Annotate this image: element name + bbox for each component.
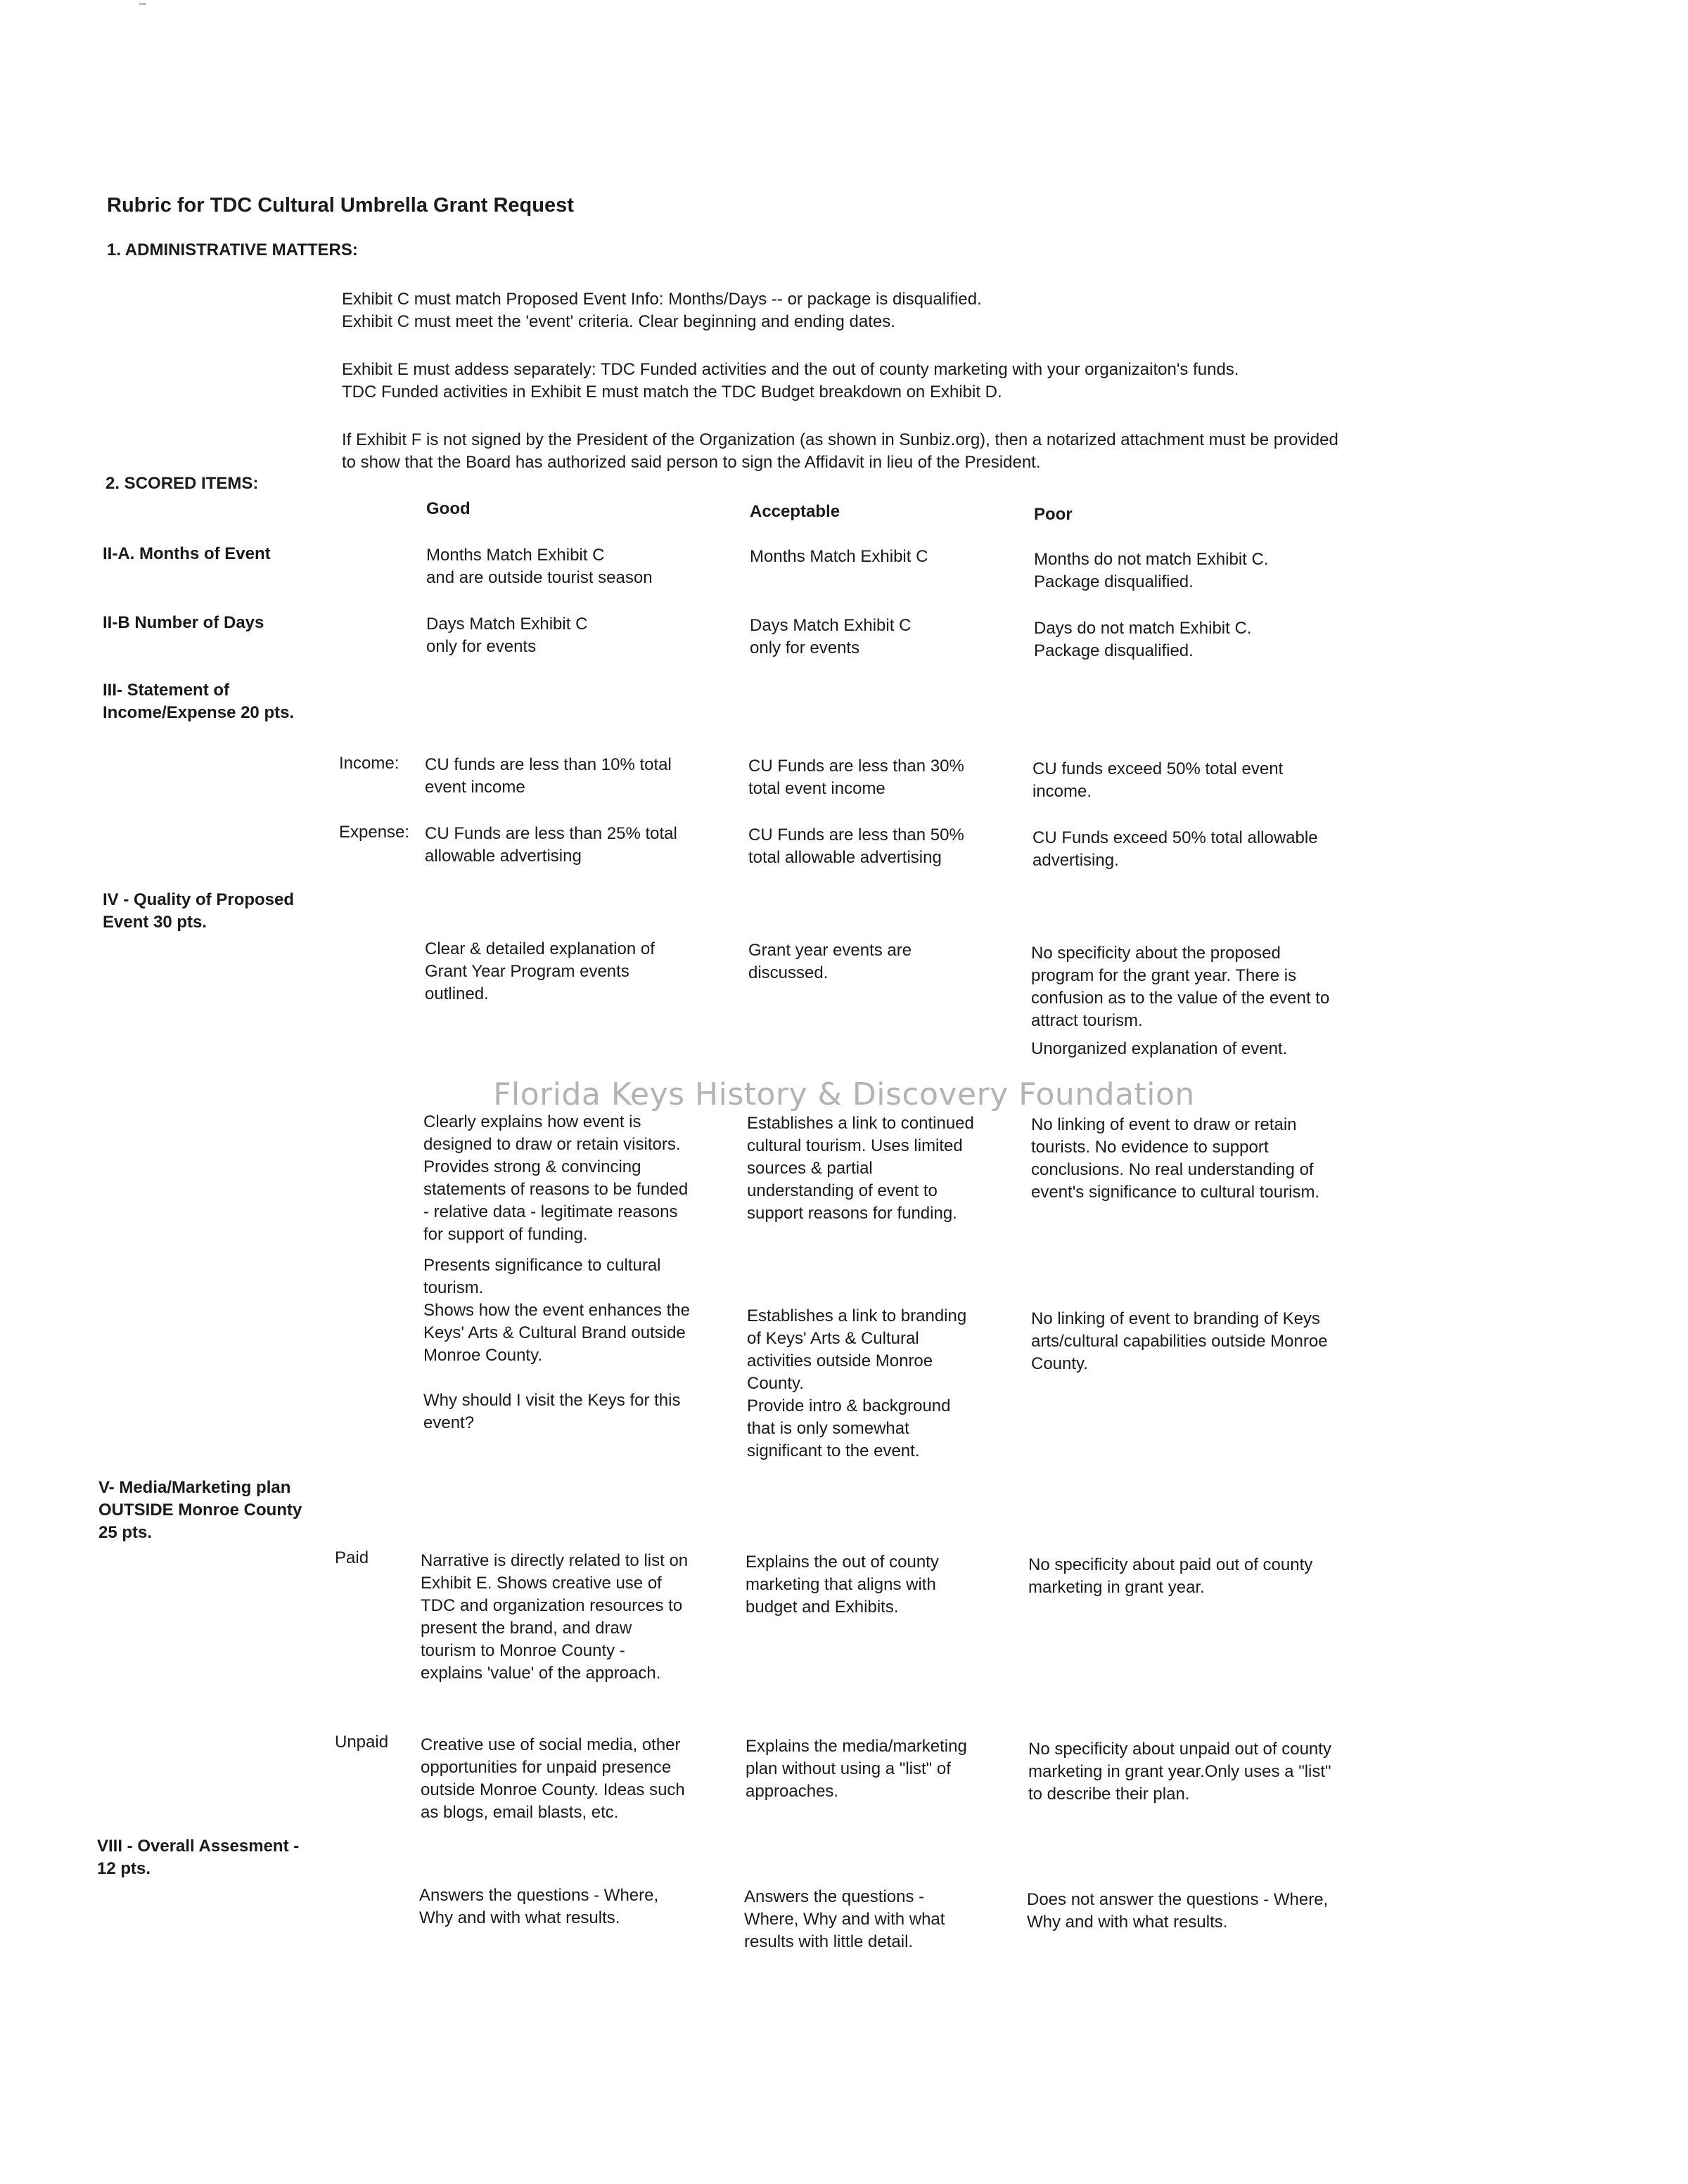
- months-good: [426, 544, 729, 589]
- label-line: OUTSIDE Monroe County: [98, 1501, 302, 1520]
- unpaid-label: Unpaid: [335, 1733, 389, 1752]
- row-label-quality: [103, 889, 294, 934]
- cell-line: Clearly explains how event is: [423, 1112, 641, 1131]
- cell-line: tourism to Monroe County -: [421, 1641, 625, 1660]
- cell-line: Establishes a link to continued: [747, 1114, 974, 1133]
- row-label-statement: [103, 679, 294, 724]
- expense-acceptable: [748, 824, 1051, 869]
- income-label: Income:: [339, 754, 399, 773]
- cell-line: No specificity about the proposed: [1031, 944, 1281, 963]
- cell-line: understanding of event to: [747, 1181, 938, 1200]
- cell-line: CU Funds are less than 50%: [748, 826, 964, 844]
- cell-line: CU Funds exceed 50% total allowable: [1032, 828, 1318, 847]
- cell-line: confusion as to the value of the event to: [1031, 989, 1330, 1008]
- cell-line: Exhibit E. Shows creative use of: [421, 1574, 662, 1593]
- months-acceptable: [750, 546, 1052, 568]
- cell-line: to describe their plan.: [1028, 1785, 1190, 1804]
- cell-line: tourists. No evidence to support: [1031, 1138, 1269, 1157]
- cell-line: marketing in grant year.: [1028, 1578, 1205, 1597]
- cell-line: statements of reasons to be funded: [423, 1180, 689, 1199]
- cell-line: cultural tourism. Uses limited: [747, 1136, 963, 1155]
- cell-line: only for events: [426, 637, 537, 656]
- cell-line: Why should I visit the Keys for this: [423, 1391, 681, 1410]
- paid-good: [421, 1550, 723, 1685]
- cell-line: Shows how the event enhances the: [423, 1301, 690, 1320]
- cell-line: Days Match Exhibit C: [426, 615, 588, 634]
- cell-line: Months Match Exhibit C: [750, 547, 928, 566]
- quality-r2-good: [423, 1111, 726, 1246]
- admin-line: Exhibit C must match Proposed Event Info: Months/Days -- or package is disqualified.: [342, 290, 982, 309]
- paid-label: Paid: [335, 1548, 369, 1567]
- admin-line: TDC Funded activities in Exhibit E must match the TDC Budget breakdown on Exhibit D.: [342, 383, 1002, 402]
- cell-line: CU Funds are less than 25% total: [425, 824, 677, 843]
- label-line: IV - Quality of Proposed: [103, 890, 295, 909]
- cell-line: Provide intro & background: [747, 1396, 951, 1415]
- income-acceptable: [748, 755, 1051, 800]
- cell-line: Keys' Arts & Cultural Brand outside: [423, 1323, 686, 1342]
- row-label-media: [98, 1477, 302, 1544]
- cell-line: that is only somewhat: [747, 1419, 909, 1438]
- cell-line: Answers the questions -: [744, 1887, 925, 1906]
- cell-line: program for the grant year. There is: [1031, 966, 1297, 985]
- column-poor: Poor: [1034, 505, 1073, 524]
- cell-line: total event income: [748, 779, 885, 798]
- column-acceptable: Acceptable: [750, 502, 840, 521]
- cell-line: tourism.: [423, 1278, 484, 1297]
- cell-line: and are outside tourist season: [426, 568, 653, 587]
- cell-line: Narrative is directly related to list on: [421, 1551, 689, 1570]
- overall-poor: [1027, 1889, 1379, 1934]
- cell-line: Grant year events are: [748, 941, 912, 960]
- cell-line: Where, Why and with what: [744, 1910, 945, 1929]
- cell-line: allowable advertising: [425, 847, 582, 866]
- cell-line: significant to the event.: [747, 1441, 920, 1460]
- quality-r3-acceptable: [747, 1305, 1049, 1463]
- label-line: VIII - Overall Assesment -: [97, 1837, 300, 1856]
- cell-line: designed to draw or retain visitors.: [423, 1135, 681, 1154]
- income-good: [425, 754, 727, 799]
- label-line: V- Media/Marketing plan: [98, 1478, 291, 1497]
- cell-line: advertising.: [1032, 851, 1119, 870]
- expense-good: [425, 823, 727, 868]
- cell-line: Grant Year Program events: [425, 962, 629, 981]
- cell-line: Why and with what results.: [1027, 1913, 1228, 1932]
- row-label-months: II-A. Months of Event: [103, 544, 271, 563]
- cell-line: discussed.: [748, 963, 829, 982]
- overall-acceptable: [744, 1886, 1047, 1953]
- cell-line: opportunities for unpaid presence: [421, 1758, 672, 1777]
- cell-line: Package disqualified.: [1034, 641, 1194, 660]
- cell-line: present the brand, and draw: [421, 1619, 632, 1638]
- admin-line: If Exhibit F is not signed by the President of the Organization (as shown in Sunbiz.org), then a notarized attachment must be provided: [342, 430, 1338, 449]
- expense-poor: [1032, 827, 1384, 872]
- column-good: Good: [426, 499, 471, 518]
- cell-line: support reasons for funding.: [747, 1204, 957, 1223]
- cell-line: Monroe County.: [423, 1346, 542, 1365]
- cell-line: Months Match Exhibit C: [426, 546, 605, 565]
- cell-line: Explains the out of county: [746, 1553, 939, 1572]
- cell-line: income.: [1032, 782, 1092, 801]
- label-line: Event 30 pts.: [103, 913, 207, 932]
- cell-line: arts/cultural capabilities outside Monroe: [1031, 1332, 1328, 1351]
- overall-good: [419, 1884, 722, 1929]
- watermark: Florida Keys History & Discovery Foundation: [493, 1077, 1195, 1112]
- cell-line: only for events: [750, 638, 860, 657]
- cell-line: No linking of event to branding of Keys: [1031, 1309, 1320, 1328]
- row-label-overall: [97, 1835, 299, 1880]
- months-poor: [1034, 548, 1386, 593]
- cell-line: as blogs, email blasts, etc.: [421, 1803, 619, 1822]
- cell-line: Package disqualified.: [1034, 572, 1194, 591]
- cell-line: CU Funds are less than 30%: [748, 757, 964, 776]
- cell-line: CU funds exceed 50% total event: [1032, 759, 1284, 778]
- quality-r3-poor: [1031, 1308, 1383, 1375]
- cell-line: Clear & detailed explanation of: [425, 939, 655, 958]
- cell-line: total allowable advertising: [748, 848, 942, 867]
- expense-label: Expense:: [339, 823, 410, 842]
- label-line: 12 pts.: [97, 1859, 151, 1878]
- cell-line: of Keys' Arts & Cultural: [747, 1329, 919, 1348]
- scan-mark: [139, 3, 146, 5]
- cell-line: CU funds are less than 10% total: [425, 755, 672, 774]
- cell-line: explains 'value' of the approach.: [421, 1664, 661, 1683]
- quality-r2-acceptable: [747, 1112, 1049, 1225]
- cell-line: Answers the questions - Where,: [419, 1886, 659, 1905]
- cell-line: Provides strong & convincing: [423, 1157, 641, 1176]
- cell-line: Presents significance to cultural: [423, 1256, 661, 1275]
- cell-line: results with little detail.: [744, 1932, 914, 1951]
- cell-line: event's significance to cultural tourism.: [1031, 1183, 1320, 1202]
- cell-line: County.: [1031, 1354, 1088, 1373]
- label-line: 25 pts.: [98, 1523, 153, 1542]
- paid-acceptable: [746, 1551, 1048, 1619]
- cell-line: event?: [423, 1413, 475, 1432]
- cell-line: attract tourism.: [1031, 1011, 1143, 1030]
- quality-r1-acceptable: [748, 939, 1051, 984]
- scored-heading: 2. SCORED ITEMS:: [106, 474, 259, 493]
- cell-line: for support of funding.: [423, 1225, 588, 1244]
- days-poor: [1034, 617, 1386, 662]
- quality-r3-good: [423, 1254, 726, 1434]
- label-line: Income/Expense 20 pts.: [103, 703, 295, 722]
- unpaid-good: [421, 1734, 723, 1824]
- cell-line: No specificity about unpaid out of county: [1028, 1740, 1331, 1759]
- cell-line: approaches.: [746, 1782, 839, 1801]
- unpaid-poor: [1028, 1738, 1380, 1806]
- days-acceptable: [750, 615, 1052, 660]
- cell-line: Days Match Exhibit C: [750, 616, 912, 635]
- cell-line: Days do not match Exhibit C.: [1034, 619, 1252, 638]
- cell-line: - relative data - legitimate reasons: [423, 1202, 678, 1221]
- row-label-days: II-B Number of Days: [103, 613, 264, 632]
- cell-line: marketing that aligns with: [746, 1575, 936, 1594]
- cell-line: conclusions. No real understanding of: [1031, 1160, 1314, 1179]
- cell-line: Why and with what results.: [419, 1908, 620, 1927]
- cell-line: outside Monroe County. Ideas such: [421, 1780, 685, 1799]
- cell-line: Unorganized explanation of event.: [1031, 1039, 1288, 1058]
- cell-line: activities outside Monroe: [747, 1351, 933, 1370]
- unpaid-acceptable: [746, 1735, 1048, 1803]
- cell-line: sources & partial: [747, 1159, 873, 1178]
- income-poor: [1032, 758, 1384, 803]
- cell-line: budget and Exhibits.: [746, 1598, 899, 1617]
- cell-line: event income: [425, 778, 525, 797]
- cell-line: Explains the media/marketing: [746, 1737, 967, 1756]
- cell-line: No linking of event to draw or retain: [1031, 1115, 1297, 1134]
- quality-r1-good: [425, 938, 727, 1006]
- cell-line: marketing in grant year.Only uses a "list": [1028, 1762, 1331, 1781]
- admin-heading: 1. ADMINISTRATIVE MATTERS:: [107, 240, 358, 259]
- cell-line: Does not answer the questions - Where,: [1027, 1890, 1329, 1909]
- cell-line: Creative use of social media, other: [421, 1735, 681, 1754]
- cell-line: outlined.: [425, 984, 489, 1003]
- admin-line: to show that the Board has authorized said person to sign the Affidavit in lieu of the President.: [342, 453, 1041, 472]
- cell-line: No specificity about paid out of county: [1028, 1555, 1313, 1574]
- quality-r1-poor: [1031, 942, 1383, 1060]
- cell-line: County.: [747, 1374, 804, 1393]
- cell-line: Establishes a link to branding: [747, 1306, 967, 1325]
- label-line: III- Statement of: [103, 681, 230, 700]
- admin-line: Exhibit C must meet the 'event' criteria. Clear beginning and ending dates.: [342, 312, 895, 331]
- days-good: [426, 613, 729, 658]
- cell-line: Months do not match Exhibit C.: [1034, 550, 1269, 569]
- quality-r2-poor: [1031, 1114, 1383, 1204]
- document-title: Rubric for TDC Cultural Umbrella Grant Request: [107, 194, 574, 217]
- paid-poor: [1028, 1554, 1380, 1599]
- cell-line: TDC and organization resources to: [421, 1596, 683, 1615]
- admin-line: Exhibit E must addess separately: TDC Funded activities and the out of county marketing with your organizaiton's funds.: [342, 360, 1239, 379]
- cell-line: plan without using a "list" of: [746, 1759, 951, 1778]
